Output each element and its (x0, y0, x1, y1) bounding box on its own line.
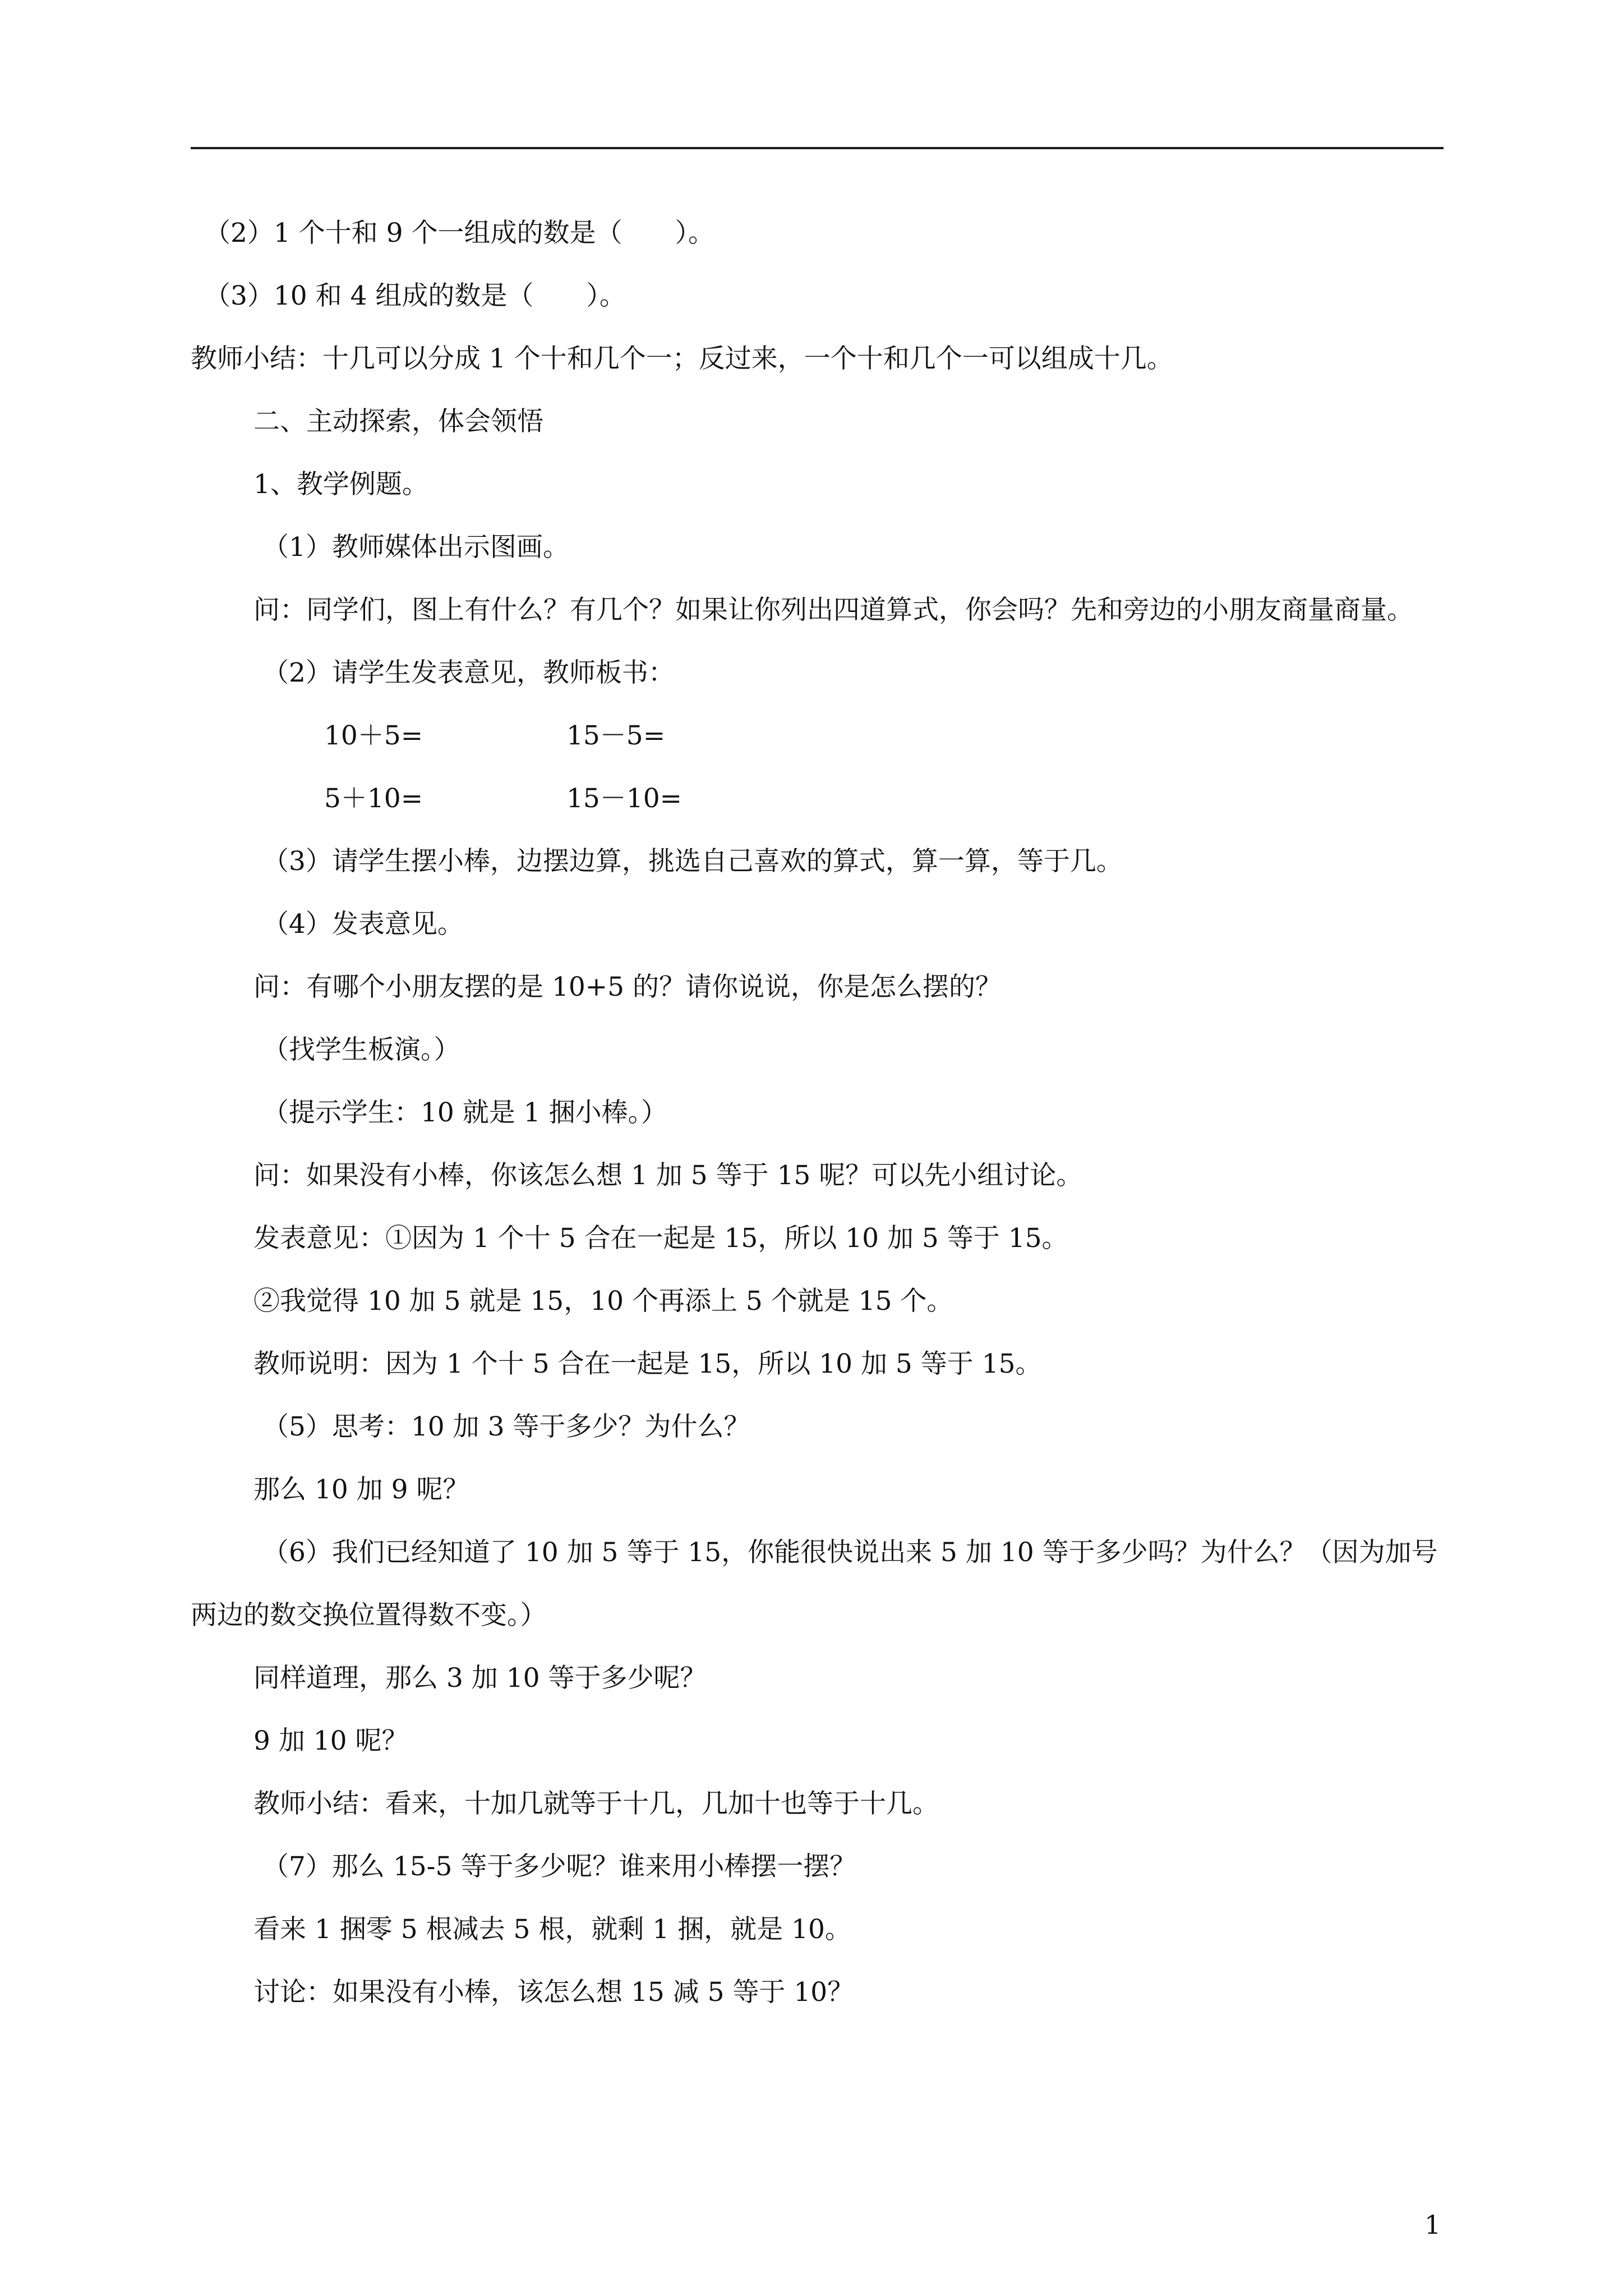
header-rule (191, 147, 1444, 149)
equation-15-minus-10: 15－10= (566, 783, 682, 814)
follow-up-3: 9 加 10 呢？ (253, 1726, 408, 1756)
subsection-heading-1: 1、教学例题。 (253, 469, 428, 500)
discussion-line: 讨论：如果没有小棒，该怎么想 15 减 5 等于 10？ (253, 1977, 854, 2008)
note-hint: （提示学生：10 就是 1 捆小棒。） (262, 1097, 668, 1128)
question-2: （2）1 个十和 9 个一组成的数是（ ）。 (204, 218, 715, 249)
question-paragraph-1: 问：同学们，图上有什么？有几个？如果让你列出四道算式，你会吗？先和旁边的小朋友商量商量。 (253, 595, 1413, 625)
step-7: （7）那么 15-5 等于多少呢？谁来用小棒摆一摆？ (262, 1851, 856, 1882)
teacher-explanation: 教师说明：因为 1 个十 5 合在一起是 15，所以 10 加 5 等于 15。 (253, 1349, 1042, 1379)
equation-5-plus-10: 5＋10= (324, 783, 423, 814)
step-5: （5）思考：10 加 3 等于多少？为什么？ (262, 1411, 750, 1442)
step-2: （2）请学生发表意见，教师板书： (262, 657, 675, 688)
conclusion-line: 看来 1 捆零 5 根减去 5 根，就剩 1 捆，就是 10。 (253, 1914, 851, 1945)
step-4: （4）发表意见。 (262, 909, 464, 940)
opinion-2: ②我觉得 10 加 5 就是 15，10 个再添上 5 个就是 15 个。 (253, 1286, 953, 1317)
question-paragraph-3: 问：如果没有小棒，你该怎么想 1 加 5 等于 15 呢？可以先小组讨论。 (253, 1160, 1083, 1191)
question-3: （3）10 和 4 组成的数是（ ）。 (204, 280, 626, 311)
note-student-board: （找学生板演。） (262, 1034, 460, 1065)
section-heading-2: 二、主动探索，体会领悟 (253, 406, 543, 437)
teacher-summary-1: 教师小结：十几可以分成 1 个十和几个一；反过来，一个十和几个一可以组成十几。 (191, 343, 1173, 374)
follow-up-2: 同样道理，那么 3 加 10 等于多少呢？ (253, 1663, 707, 1694)
step-1: （1）教师媒体出示图画。 (262, 532, 569, 563)
step-3: （3）请学生摆小棒，边摆边算，挑选自己喜欢的算式，算一算，等于几。 (262, 846, 1123, 877)
teacher-summary-2: 教师小结：看来，十加几就等于十几，几加十也等于十几。 (253, 1788, 939, 1819)
equation-row-2 (191, 767, 1444, 830)
equation-10-plus-5: 10＋5= (324, 720, 423, 751)
document-body (191, 202, 1444, 2024)
follow-up-1: 那么 10 加 9 呢？ (253, 1474, 469, 1505)
question-paragraph-2: 问：有哪个小朋友摆的是 10+5 的？请你说说，你是怎么摆的？ (253, 972, 1002, 1002)
page-number: 1 (1424, 2210, 1441, 2240)
opinion-1: 发表意见：①因为 1 个十 5 合在一起是 15，所以 10 加 5 等于 15。 (253, 1223, 1068, 1254)
equation-15-minus-5: 15－5= (566, 720, 666, 751)
step-6: （6）我们已经知道了 10 加 5 等于 15，你能很快说出来 5 加 10 等于多少吗？为什么？（因为加号两边的数交换位置得数不变。） (191, 1537, 1438, 1631)
equation-row-1 (191, 705, 1444, 767)
